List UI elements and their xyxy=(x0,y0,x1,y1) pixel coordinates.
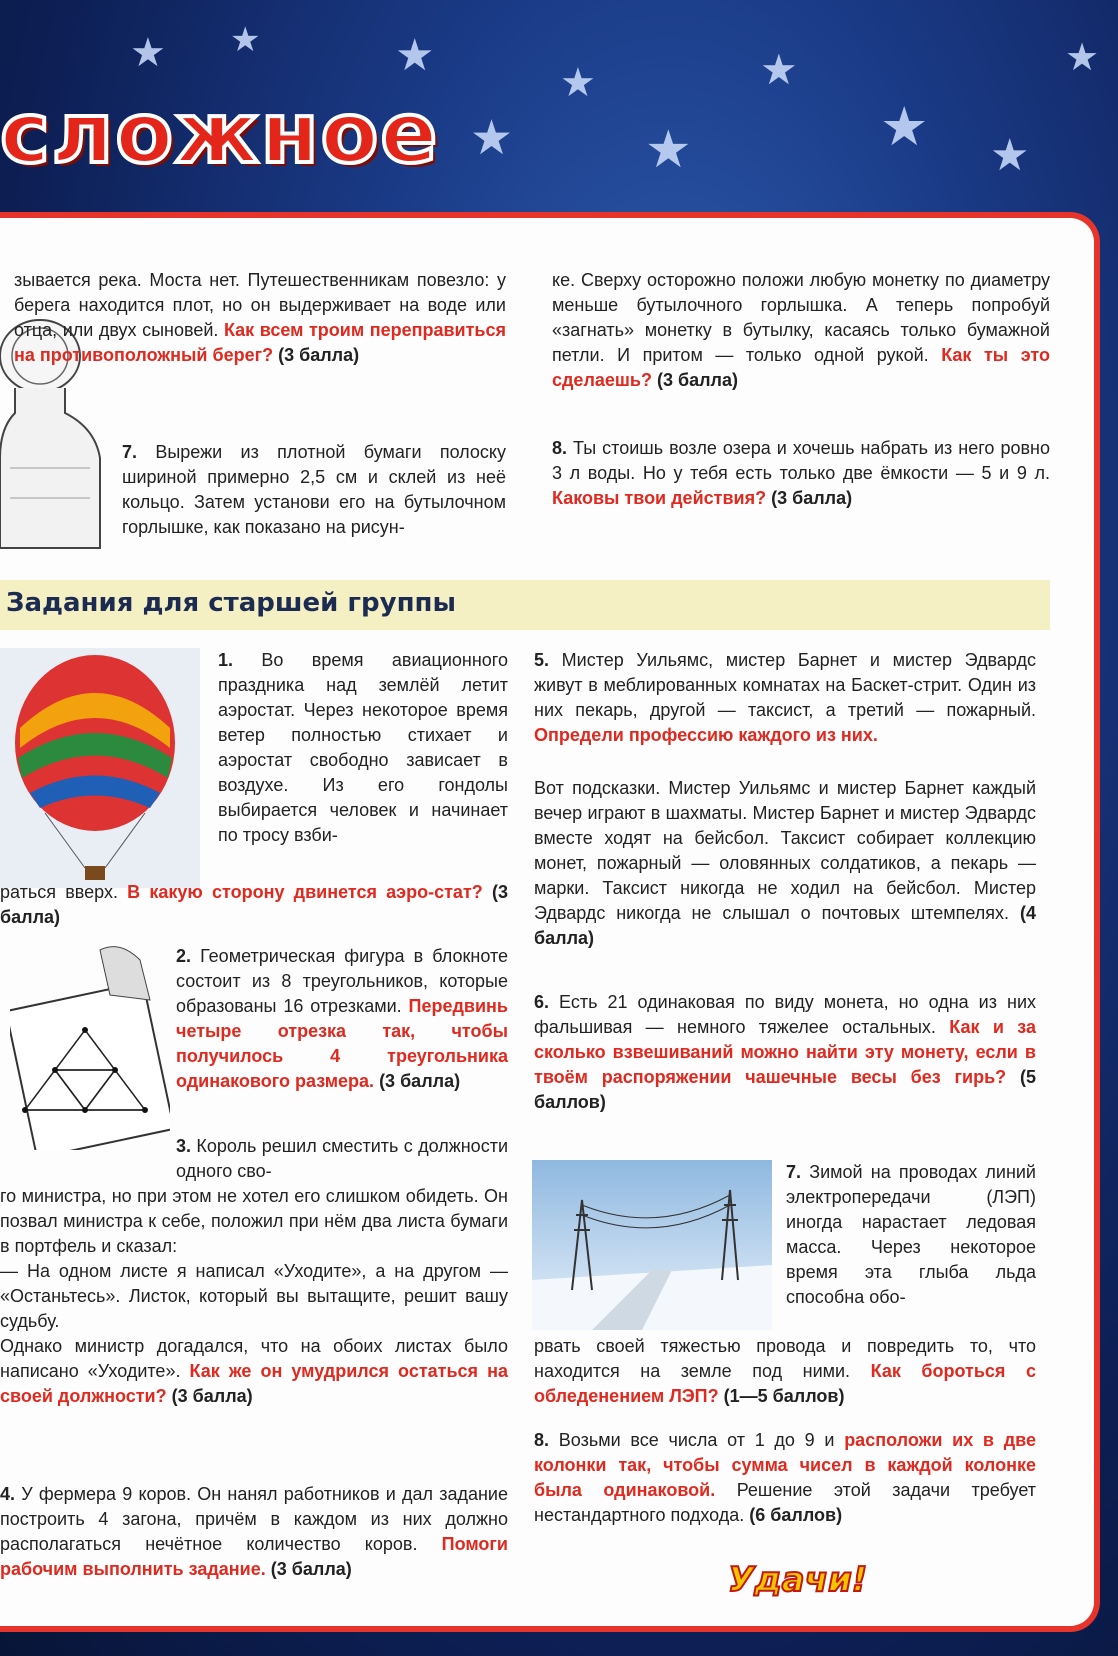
star-icon: ★ xyxy=(645,120,692,180)
star-icon: ★ xyxy=(560,60,596,106)
task-1: 1. Во время авиационного праздника над землёй летит аэростат. Через некоторое время ветер полностью стихает и аэростат свободно зависает в воздухе. Из его гондолы выбирается человек и начинает по тросу взби- xyxy=(218,650,508,845)
top-left-paragraph: зывается река. Моста нет. Путешественникам повезло: у берега находится плот, но он выдерживает на воде или отца, или двух сыновей. Как всем троим переправиться на противоположный берег? (3 балла) xyxy=(14,270,506,365)
task-7-continued: рвать своей тяжестью провода и повредить то, что находится на земле под ними. Как бороться с обледенением ЛЭП? (1—5 баллов) xyxy=(534,1336,1036,1406)
task-7-top: 7. Вырежи из плотной бумаги полоску шириной примерно 2,5 см и склей из неё кольцо. Затем установи его на бутылочном горлышке, как показано на рисун- xyxy=(122,442,506,537)
star-icon: ★ xyxy=(1065,35,1100,79)
section-title: Задания для старшей группы xyxy=(6,588,457,618)
star-icon: ★ xyxy=(230,20,261,60)
notebook-triangles-figure xyxy=(10,940,170,1150)
hot-air-balloon-photo xyxy=(0,648,200,888)
task-4: 4. У фермера 9 коров. Он нанял работников и дал задание построить 4 загона, причём в каждом из них должно располагаться нечётное количество коров. Помоги рабочим выполнить задание. (3 балла) xyxy=(0,1484,508,1579)
star-icon: ★ xyxy=(470,110,514,166)
task-6: 6. Есть 21 одинаковая по виду монета, но одна из них фальшивая — немного тяжелее остальных. Как и за сколько взвешиваний можно найти эту монету, если в твоём распоряжении чашечные весы без гирь? (5 баллов) xyxy=(534,992,1036,1112)
star-icon: ★ xyxy=(130,30,166,76)
page-title: сложное xyxy=(0,84,440,182)
task-5: 5. Мистер Уильямс, мистер Барнет и мистер Эдвардс живут в меблированных комнатах на Баскет-стрит. Один из них пекарь, другой — таксист, а третий — пожарный. Определи профессию каждого из них. xyxy=(534,650,1036,745)
task-1-continued: раться вверх. В какую сторону двинется аэро-стат? (3 балла) xyxy=(0,882,508,927)
task-8: 8. Возьми все числа от 1 до 9 и расположи их в две колонки так, чтобы сумма чисел в каждой колонке была одинаковой. Решение этой задачи требует нестандартного подхода. (6 баллов) xyxy=(534,1430,1036,1525)
star-icon: ★ xyxy=(395,30,435,81)
task-7: 7. Зимой на проводах линий электропередачи (ЛЭП) иногда нарастает ледовая масса. Через некоторое время эта глыба льда способна обо- xyxy=(786,1162,1036,1307)
task-8-top: 8. Ты стоишь возле озера и хочешь набрать из него ровно 3 л воды. Но у тебя есть только две ёмкости — 5 и 9 л. Каковы твои действия? (3 балла) xyxy=(552,438,1050,508)
winter-power-lines-photo xyxy=(532,1160,772,1330)
good-luck-banner: Удачи! xyxy=(728,1560,868,1600)
task-3-start: 3. Король решил сместить с должности одного сво- xyxy=(176,1136,508,1181)
star-icon: ★ xyxy=(990,130,1030,181)
star-icon: ★ xyxy=(880,95,929,158)
section-band xyxy=(0,580,1050,630)
star-icon: ★ xyxy=(760,45,798,94)
task-2: 2. Геометрическая фигура в блокноте состоит из 8 треугольников, которые образованы 16 отрезками. Передвинь четыре отрезка так, чтобы получилось 4 треугольника одинакового размера. (3 балла) xyxy=(176,946,508,1091)
task-5-hints: Вот подсказки. Мистер Уильямс и мистер Барнет каждый вечер играют в шахматы. Мистер Барнет и мистер Эдвардс вместе ходят на бейсбол. Таксист собирает коллекцию монет, пожарный — оловянных солдатиков, а пекарь — марки. Таксист никогда не ходил на бейсбол. Мистер Эдвардс никогда не слышал о почтовых штемпелях. (4 балла) xyxy=(534,778,1036,948)
task-3-body: го министра, но при этом не хотел его слишком обидеть. Он позвал министра к себе, положил при нём два листа бумаги в портфель и сказал: — На одном листе я написал «Уходите», а на другом — «Останьтесь». Листок, который вы вытащите, решит вашу судьбу. Однако министр догадался, что на обоих листах было написано «Уходите». Как же он умудрился остаться на своей должности? (3 балла) xyxy=(0,1186,508,1406)
top-right-paragraph: ке. Сверху осторожно положи любую монетку по диаметру меньше бутылочного горлышка. А теперь попробуй «загнать» монетку в бутылку, касаясь только бумажной петли. И притом — только одной рукой. Как ты это сделаешь? (3 балла) xyxy=(552,270,1050,390)
